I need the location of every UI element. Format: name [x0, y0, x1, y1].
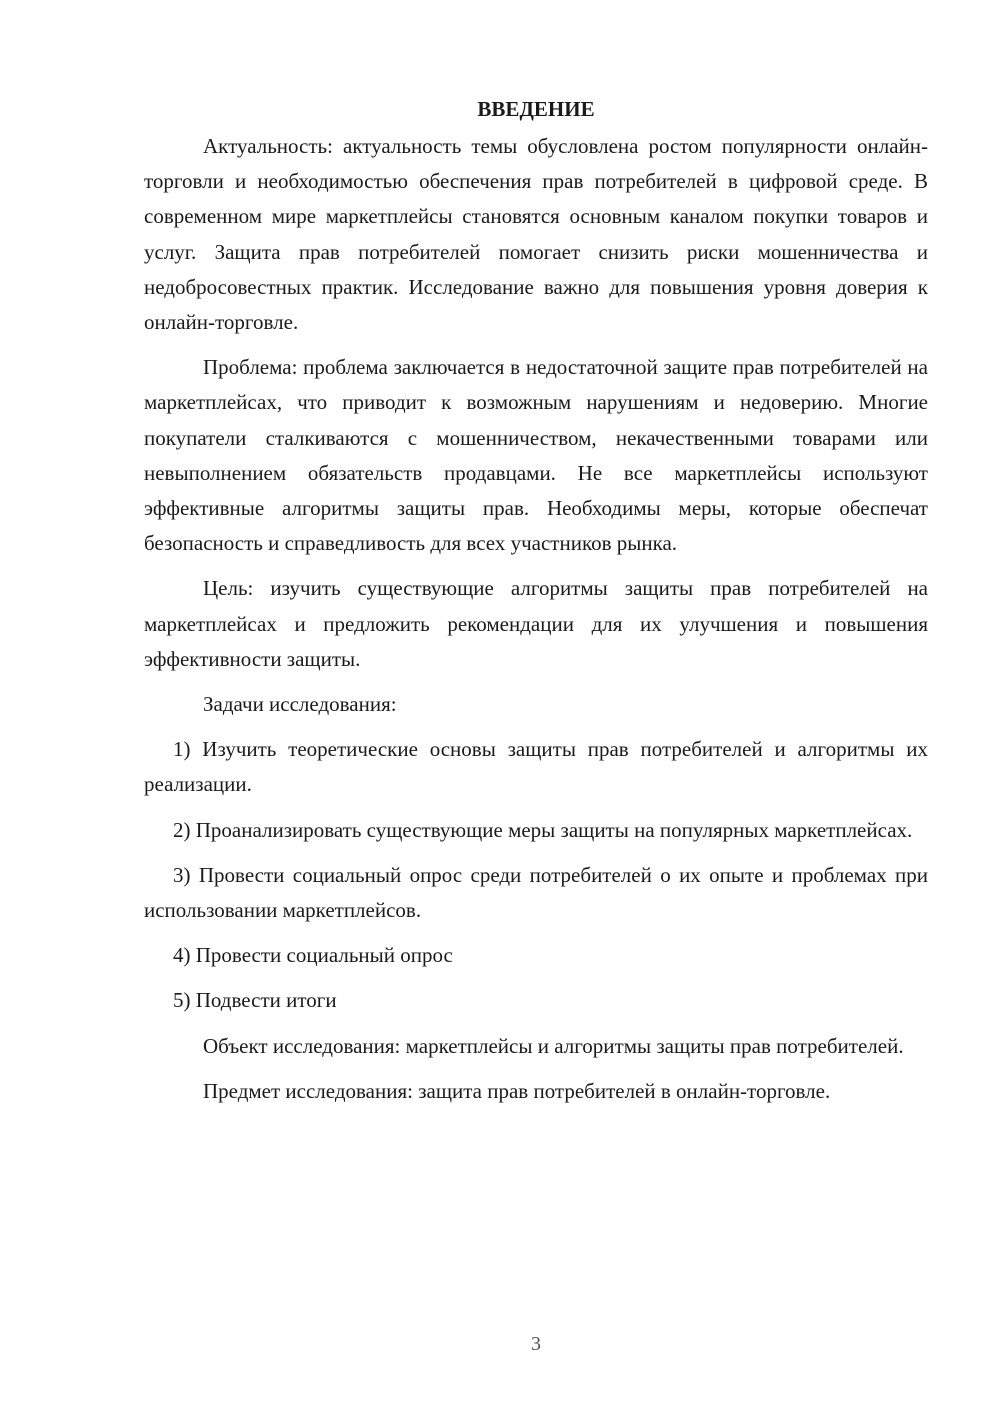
- task-item-4: 4) Провести социальный опрос: [173, 943, 453, 968]
- document-page: [144, 92, 928, 1119]
- task-item-2: 2) Проанализировать существующие меры защиты на популярных маркетплейсах.: [173, 817, 913, 842]
- section-title: ВВЕДЕНИЕ: [477, 97, 595, 121]
- tasks-heading: Задачи исследования:: [203, 692, 397, 717]
- relevance-paragraph: Актуальность: актуальность темы обусловлена ростом популярности онлайн-торговли и необходимостью обеспечения прав потребителей в цифровой среде. В современном мире маркетплейсы становятся основным каналом покупки товаров и услуг. Защита прав потребителей помогает снизить риски мошенничества и недобросовестных практик. Исследование важно для повышения уровня доверия к онлайн-торговле.: [144, 134, 928, 335]
- task-item-3: 3) Провести социальный опрос среди потребителей о их опыте и проблемах при использовании маркетплейсов.: [144, 862, 928, 923]
- task-item-5: 5) Подвести итоги: [173, 988, 337, 1013]
- goal-paragraph: Цель: изучить существующие алгоритмы защиты прав потребителей на маркетплейсах и предложить рекомендации для их улучшения и повышения эффективности защиты.: [144, 576, 928, 671]
- task-item-1: 1) Изучить теоретические основы защиты прав потребителей и алгоритмы их реализации.: [144, 737, 928, 797]
- subject-paragraph: Предмет исследования: защита прав потребителей в онлайн-торговле.: [203, 1078, 831, 1103]
- problem-paragraph: Проблема: проблема заключается в недостаточной защите прав потребителей на маркетплейсах, что приводит к возможным нарушениям и недоверию. Многие покупатели сталкиваются с мошенничеством, некачественными товарами или невыполнением обязательств продавцами. Не все маркетплейсы используют эффективные алгоритмы защиты прав. Необходимы меры, которые обеспечат безопасность и справедливость для всех участников рынка.: [144, 355, 928, 556]
- object-paragraph: Объект исследования: маркетплейсы и алгоритмы защиты прав потребителей.: [203, 1033, 904, 1058]
- page-number: 3: [531, 1333, 541, 1355]
